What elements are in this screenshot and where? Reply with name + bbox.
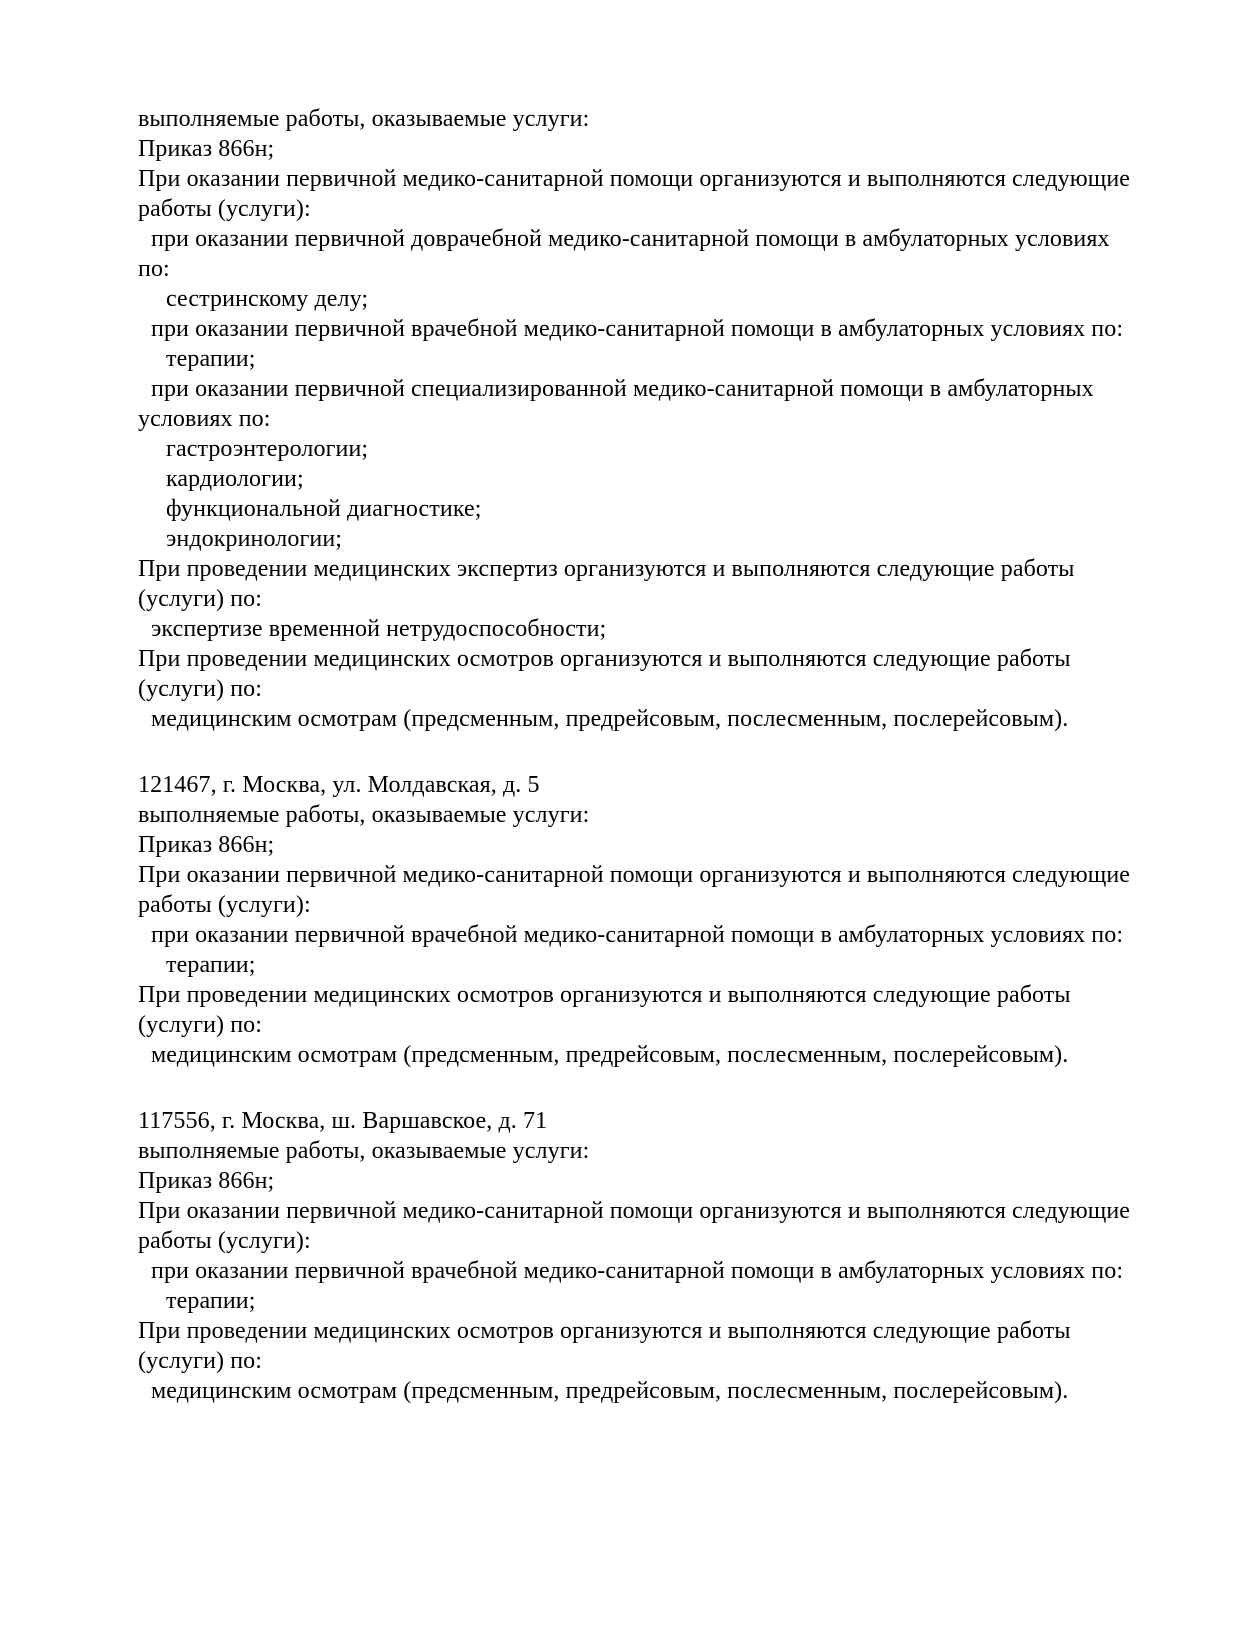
text-line: выполняемые работы, оказываемые услуги: bbox=[138, 106, 590, 132]
text-line: при оказании первичной врачебной медико-санитарной помощи в амбулаторных условиях по: bbox=[151, 1258, 1124, 1284]
text-line: медицинским осмотрам (предсменным, предрейсовым, послесменным, послерейсовым). bbox=[151, 1042, 1069, 1068]
text-line: эндокринологии; bbox=[166, 526, 343, 552]
text-line: выполняемые работы, оказываемые услуги: bbox=[138, 1138, 590, 1164]
text-line: экспертизе временной нетрудоспособности; bbox=[151, 616, 607, 642]
text-line: При оказании первичной медико-санитарной помощи организуются и выполняются следующие bbox=[138, 862, 1131, 888]
text-line: (услуги) по: bbox=[138, 676, 263, 702]
text-line: Приказ 866н; bbox=[138, 832, 275, 858]
text-line: при оказании первичной врачебной медико-санитарной помощи в амбулаторных условиях по: bbox=[151, 922, 1124, 948]
text-line: При проведении медицинских экспертиз организуются и выполняются следующие работы bbox=[138, 556, 1075, 582]
text-line: (услуги) по: bbox=[138, 1012, 263, 1038]
text-line: При оказании первичной медико-санитарной помощи организуются и выполняются следующие bbox=[138, 1198, 1131, 1224]
text-line: кардиологии; bbox=[166, 466, 304, 492]
text-line: сестринскому делу; bbox=[166, 286, 369, 312]
text-line: терапии; bbox=[166, 1288, 256, 1314]
text-line: При проведении медицинских осмотров организуются и выполняются следующие работы bbox=[138, 982, 1071, 1008]
text-line: функциональной диагностике; bbox=[166, 496, 482, 522]
license-section-2 bbox=[138, 770, 1220, 1070]
address-line: 117556, г. Москва, ш. Варшавское, д. 71 bbox=[138, 1108, 548, 1134]
text-line: при оказании первичной доврачебной медико-санитарной помощи в амбулаторных условиях bbox=[151, 226, 1110, 252]
text-line: условиях по: bbox=[138, 406, 271, 432]
text-line: работы (услуги): bbox=[138, 1228, 311, 1254]
text-line: работы (услуги): bbox=[138, 196, 311, 222]
text-line: при оказании первичной специализированной медико-санитарной помощи в амбулаторных bbox=[151, 376, 1094, 402]
text-line: терапии; bbox=[166, 952, 256, 978]
address-line: 121467, г. Москва, ул. Молдавская, д. 5 bbox=[138, 772, 540, 798]
text-line: медицинским осмотрам (предсменным, предрейсовым, послесменным, послерейсовым). bbox=[151, 1378, 1069, 1404]
license-section-3 bbox=[138, 1106, 1220, 1406]
text-line: При проведении медицинских осмотров организуются и выполняются следующие работы bbox=[138, 646, 1071, 672]
document-text bbox=[138, 104, 1220, 1406]
text-line: (услуги) по: bbox=[138, 586, 263, 612]
text-line: Приказ 866н; bbox=[138, 136, 275, 162]
text-line: при оказании первичной врачебной медико-санитарной помощи в амбулаторных условиях по: bbox=[151, 316, 1124, 342]
text-line: гастроэнтерологии; bbox=[166, 436, 369, 462]
text-line: При оказании первичной медико-санитарной помощи организуются и выполняются следующие bbox=[138, 166, 1131, 192]
text-line: Приказ 866н; bbox=[138, 1168, 275, 1194]
text-line: При проведении медицинских осмотров организуются и выполняются следующие работы bbox=[138, 1318, 1071, 1344]
text-line: выполняемые работы, оказываемые услуги: bbox=[138, 802, 590, 828]
text-line: медицинским осмотрам (предсменным, предрейсовым, послесменным, послерейсовым). bbox=[151, 706, 1069, 732]
text-line: терапии; bbox=[166, 346, 256, 372]
text-line: по: bbox=[138, 256, 170, 282]
license-section-1 bbox=[138, 104, 1220, 734]
text-line: работы (услуги): bbox=[138, 892, 311, 918]
text-line: (услуги) по: bbox=[138, 1348, 263, 1374]
